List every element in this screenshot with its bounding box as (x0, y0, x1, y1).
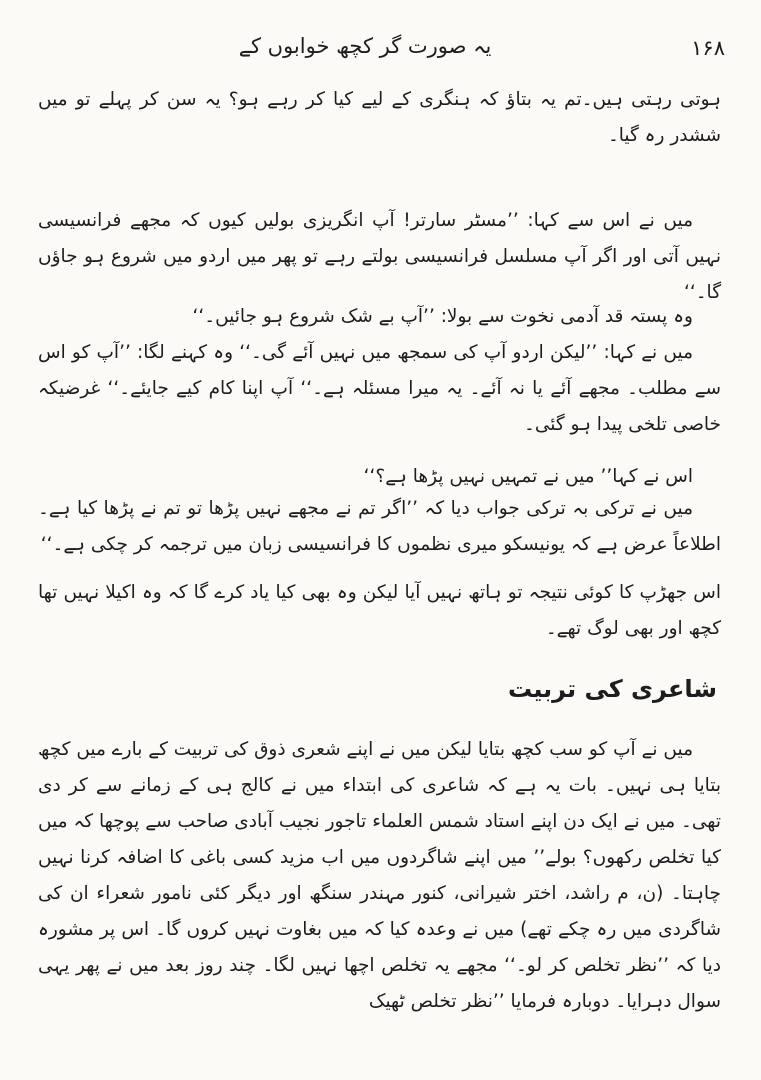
paragraph-4: اس نے کہا’’ میں نے تمہیں نہیں پڑھا ہے؟‘‘ (363, 466, 693, 487)
paragraph-continued: ہوتی رہتی ہیں۔تم یہ بتاؤ کہ ہنگری کے لیے کیا کر رہے ہو؟ یہ سن کر پہلے تو میں ششدر رہ گیا۔ (38, 89, 721, 146)
paragraph-1: میں نے اس سے کہا: ’’مسٹر سارتر! آپ انگریزی بولیں کیوں کہ مجھے فرانسیسی نہیں آتی اور اگر آپ مسلسل فرانسیسی بولتے رہے تو پھر میں اردو میں شروع ہو جاؤں گا۔‘‘ (38, 210, 721, 303)
paragraph-2: وہ پستہ قد آدمی نخوت سے بولا: ’’آپ بے شک شروع ہو جائیں۔‘‘ (192, 306, 693, 327)
running-title: یہ صورت گر کچھ خوابوں کے (238, 34, 492, 58)
paragraph-7: میں نے آپ کو سب کچھ بتایا لیکن میں نے اپنے شعری ذوق کی تربیت کے بارے میں کچھ بتایا ہی نہیں۔ بات یہ ہے کہ شاعری کی ابتداء میں نے کالج ہی کے زمانے سے کر دی تھی۔ میں نے ایک دن اپنے استاد شمس العلماء تاجور نجیب آبادی صاحب سے پوچھا کہ میں کیا تخلص رکھوں؟ بولے’’ میں اپنے شاگردوں میں اب مزید کسی باغی کا اضافہ کرنا نہیں چاہتا۔ (ن، م راشد، اختر شیرانی، کنور مہندر سنگھ اور دیگر کئی نامور شعراء ان کی شاگردی میں رہ چکے تھے) میں نے وعدہ کیا کہ میں بغاوت نہیں کروں گا۔ اس پر مشورہ دیا کہ ’’نظر تخلص کر لو۔‘‘ مجھے یہ تخلص اچھا نہیں لگا۔ چند روز بعد میں نے پھر یہی سوال دہرایا۔ دوبارہ فرمایا ’’نظر تخلص ٹھیک (38, 739, 721, 1012)
paragraph-3: میں نے کہا: ’’لیکن اردو آپ کی سمجھ میں نہیں آئے گی۔‘‘ وہ کہنے لگا: ’’آپ کو اس سے مطلب۔ مجھے آئے یا نہ آئے۔ یہ میرا مسئلہ ہے۔‘‘ آپ اپنا کام کیے جایئے۔‘‘ غرضیکہ خاصی تلخی پیدا ہو گئی۔ (38, 342, 721, 435)
page-number: ۱۶۸ (691, 36, 725, 60)
section-heading: شاعری کی تربیت (507, 675, 717, 703)
page-header (230, 30, 725, 70)
paragraph-6: اس جھڑپ کا کوئی نتیجہ تو ہاتھ نہیں آیا لیکن وہ بھی کیا یاد کرے گا کہ وہ اکیلا نہیں تھا کچھ اور بھی لوگ تھے۔ (38, 582, 721, 639)
paragraph-5: میں نے ترکی بہ ترکی جواب دیا کہ ’’اگر تم نے مجھے نہیں پڑھا تو تم نے پڑھا کیا ہے۔ اطلاعاً عرض ہے کہ یونیسکو میری نظموں کا فرانسیسی زبان میں ترجمہ کر چکی ہے۔‘‘ (38, 498, 721, 555)
